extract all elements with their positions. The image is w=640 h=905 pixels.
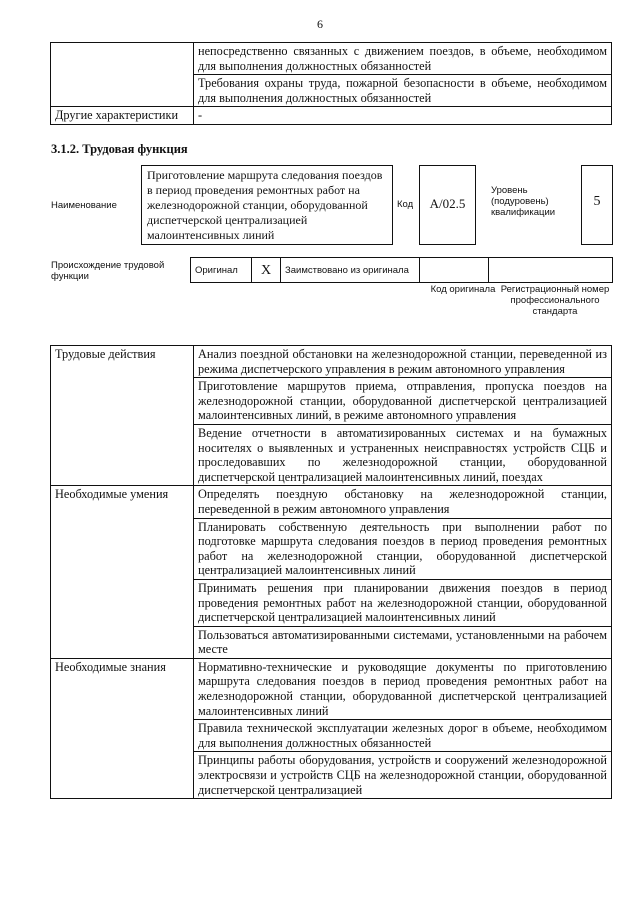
empty-label-cell	[51, 43, 194, 107]
table-cell: Требования охраны труда, пожарной безопасности в объеме, необходимом для выполнения должностных обязанностей	[194, 75, 612, 107]
table-cell: Планировать собственную деятельность при выполнении работ по подготовке маршрута следования поездов в период проведения ремонтных работ на железнодорожной станции, оборудованной диспетчерской централизацией малоинтенсивных линий	[194, 518, 612, 579]
original-code-caption: Код оригинала	[430, 284, 496, 295]
table-cell: Приготовление маршрутов приема, отправления, пропуска поездов на железнодорожной станции, оборудованной диспетчерской централизацией малоинтенсивных линий, в режиме автономного управления	[194, 378, 612, 425]
table-row	[51, 107, 612, 125]
borrowed-label: Заимствовано из оригинала	[281, 258, 420, 283]
function-name-box: Приготовление маршрута следования поездов в период проведения ремонтных работ на железнодорожной станции, оборудованной диспетчерской централизацией малоинтенсивных линий	[141, 165, 393, 245]
table-row	[191, 258, 613, 283]
original-code-cell	[420, 258, 489, 283]
table-row	[51, 658, 612, 719]
name-label: Наименование	[51, 200, 117, 211]
origin-label: Происхождение трудовой функции	[51, 260, 165, 282]
required-knowledge-label: Необходимые знания	[51, 658, 194, 798]
table-cell: Правила технической эксплуатации железных дорог в объеме, необходимом для выполнения должностных обязанностей	[194, 720, 612, 752]
table-cell: Принимать решения при планировании движения поездов в период проведения ремонтных работ на железнодорожной станции, оборудованной диспетчерской централизацией малоинтенсивных линий	[194, 579, 612, 626]
table-cell: Ведение отчетности в автоматизированных системах и на бумажных носителях о выявленных и устраненных неисправностях устройств СЦБ и проследовавших по железнодорожной станции, оборудованной диспетчерской централизацией малоинтенсивных линий, поездах	[194, 424, 612, 485]
table-cell: Определять поездную обстановку на железнодорожной станции, переведенной в режим автономного управления	[194, 486, 612, 518]
table-cell: Пользоваться автоматизированными системами, установленными на рабочем месте	[194, 626, 612, 658]
code-label: Код	[397, 199, 414, 210]
page-number: 6	[317, 17, 323, 31]
registration-number-caption: Регистрационный номер профессионального стандарта	[500, 284, 610, 317]
original-mark: X	[252, 258, 281, 283]
level-value-box: 5	[581, 165, 613, 245]
table-row	[51, 486, 612, 518]
code-value-box: A/02.5	[419, 165, 476, 245]
level-label: Уровень (подуровень) квалификации	[491, 185, 556, 218]
continuation-table	[50, 42, 612, 125]
other-characteristics-value: -	[194, 107, 612, 125]
table-cell: Принципы работы оборудования, устройств и сооружений железнодорожной электросвязи и устройств СЦБ на железнодорожной станции, оборудованной диспетчерской централизацией	[194, 752, 612, 799]
function-details-table	[50, 345, 612, 799]
table-cell: Нормативно-технические и руководящие документы по приготовлению маршрута следования поездов в период проведения ремонтных работ на железнодорожной станции, оборудованной диспетчерской централизацией малоинтенсивных линий	[194, 658, 612, 719]
origin-table	[190, 257, 613, 283]
table-cell: Анализ поездной обстановки на железнодорожной станции, переведенной из режима диспетчерского управления в режим автономного управления	[194, 346, 612, 378]
section-title: 3.1.2. Трудовая функция	[51, 142, 188, 156]
table-row	[51, 43, 612, 75]
required-skills-label: Необходимые умения	[51, 486, 194, 659]
registration-number-cell	[489, 258, 613, 283]
original-label: Оригинал	[191, 258, 252, 283]
labor-actions-label: Трудовые действия	[51, 346, 194, 486]
table-row	[51, 346, 612, 378]
table-cell: непосредственно связанных с движением поездов, в объеме, необходимом для выполнения должностных обязанностей	[194, 43, 612, 75]
other-characteristics-label: Другие характеристики	[51, 107, 194, 125]
